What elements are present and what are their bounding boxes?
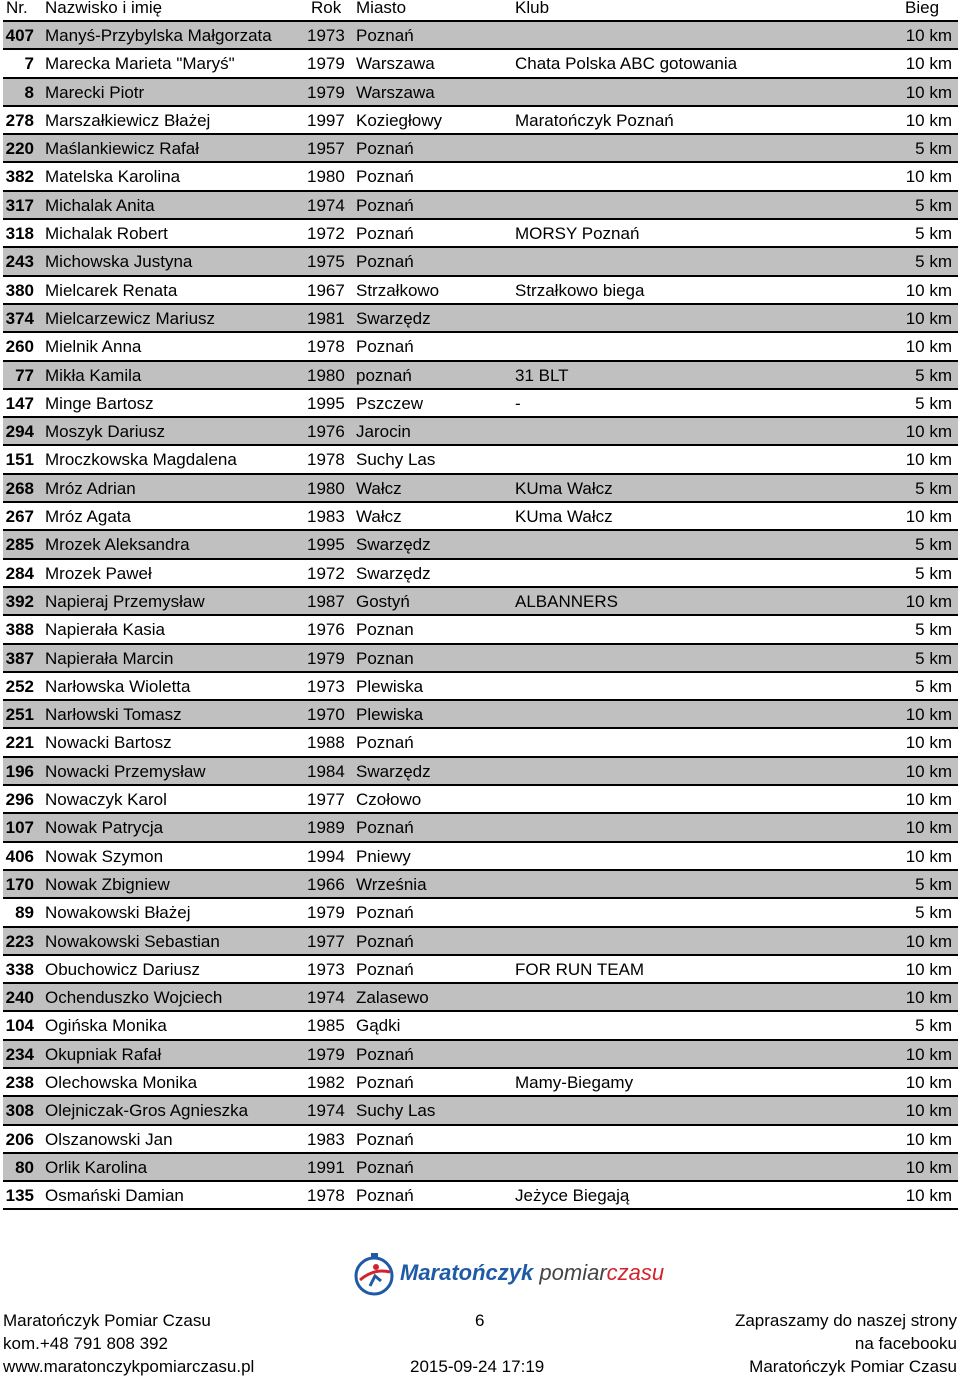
cell-name: Maślankiewicz Rafał: [45, 139, 199, 159]
footer-facebook: na facebooku: [854, 1334, 957, 1353]
cell-name: Narłowska Wioletta: [45, 676, 191, 696]
cell-nr: 284: [5, 563, 34, 583]
cell-nr: 380: [5, 280, 34, 300]
cell-city: Poznań: [356, 818, 414, 838]
cell-year: 1983: [307, 1129, 345, 1149]
table-row: [3, 814, 958, 842]
cell-city: Poznan: [356, 620, 414, 640]
cell-city: Poznań: [356, 337, 414, 357]
table-row: [3, 984, 958, 1012]
cell-nr: 317: [5, 195, 34, 215]
cell-year: 1988: [307, 733, 345, 753]
cell-city: Strzałkowo: [356, 280, 440, 300]
cell-year: 1966: [307, 874, 345, 894]
cell-run: 10 km: [905, 26, 952, 45]
runner-icon: [350, 1250, 400, 1300]
table-row: [3, 22, 958, 50]
cell-nr: 278: [5, 110, 34, 130]
table-row: [3, 475, 958, 503]
table-row: [3, 418, 958, 446]
cell-city: Swarzędz: [356, 308, 431, 328]
cell-year: 1979: [307, 82, 345, 102]
cell-name: Olechowska Monika: [45, 1072, 198, 1092]
cell-year: 1957: [307, 139, 345, 159]
cell-year: 1973: [307, 676, 345, 696]
cell-name: Mielcarzewicz Mariusz: [45, 308, 216, 328]
cell-city: Swarzędz: [356, 563, 431, 583]
footer-website: www.maratonczykpomiarczasu.pl: [3, 1357, 255, 1376]
cell-nr: 151: [5, 450, 34, 470]
table-row: [3, 899, 958, 927]
cell-nr: 223: [5, 931, 34, 951]
cell-name: Nowak Zbigniew: [45, 874, 170, 894]
table-row: [3, 107, 958, 135]
cell-city: Września: [356, 874, 427, 894]
table-row: [3, 446, 958, 474]
table-row: [3, 616, 958, 644]
table-row: [3, 163, 958, 191]
cell-nr: 252: [5, 676, 34, 696]
cell-run: 5 km: [915, 252, 952, 272]
cell-run: 10 km: [905, 1157, 952, 1177]
cell-city: Pniewy: [356, 846, 411, 866]
cell-name: Mroczkowska Magdalena: [45, 450, 237, 470]
cell-run: 10 km: [905, 1186, 952, 1206]
cell-run: 5 km: [915, 903, 952, 923]
header-name: Nazwisko i imię: [45, 0, 163, 17]
cell-nr: 251: [5, 705, 34, 725]
cell-club: Jeżyce Biegają: [515, 1186, 630, 1206]
table-row: [3, 135, 958, 163]
cell-city: Pszczew: [356, 393, 424, 413]
cell-name: Mróz Adrian: [45, 478, 136, 498]
cell-run: 5 km: [915, 365, 952, 385]
cell-nr: 382: [5, 167, 34, 187]
cell-year: 1981: [307, 308, 345, 328]
cell-year: 1987: [307, 591, 345, 611]
logo-text: [400, 1260, 664, 1286]
cell-run: 10 km: [905, 110, 952, 130]
cell-name: Okupniak Rafał: [45, 1044, 162, 1064]
cell-run: 10 km: [905, 761, 952, 781]
cell-run: 5 km: [915, 620, 952, 640]
cell-year: 1978: [307, 450, 345, 470]
cell-year: 1974: [307, 988, 345, 1008]
cell-nr: 80: [15, 1157, 34, 1177]
cell-city: Poznań: [356, 1072, 414, 1092]
cell-year: 1976: [307, 422, 345, 442]
cell-nr: 318: [5, 224, 34, 244]
cell-name: Nowaczyk Karol: [45, 790, 167, 810]
cell-name: Marecki Piotr: [45, 82, 145, 102]
table-row: [3, 1097, 958, 1125]
cell-year: 1995: [307, 393, 345, 413]
header-run: Bieg: [905, 0, 940, 17]
cell-name: Marszałkiewicz Błażej: [45, 110, 211, 130]
cell-city: Suchy Las: [356, 1101, 436, 1121]
cell-year: 1979: [307, 54, 345, 74]
table-row: [3, 192, 958, 220]
footer-invite: Zapraszamy do naszej strony: [734, 1311, 957, 1330]
cell-nr: 268: [5, 478, 34, 498]
cell-name: Marecka Marieta "Maryś": [45, 54, 235, 74]
cell-nr: 8: [24, 82, 34, 102]
logo-part3: czasu: [606, 1260, 665, 1285]
cell-name: Mróz Agata: [45, 507, 131, 527]
cell-name: Nowakowski Błażej: [45, 903, 191, 923]
cell-name: Olejniczak-Gros Agnieszka: [45, 1101, 249, 1121]
cell-city: Poznań: [356, 195, 414, 215]
cell-run: 10 km: [905, 931, 952, 951]
cell-year: 1977: [307, 931, 345, 951]
table-row: [3, 1154, 958, 1182]
cell-city: Plewiska: [356, 676, 424, 696]
logo-part1: Maratończyk: [400, 1260, 534, 1285]
table-row: [3, 248, 958, 276]
cell-nr: 77: [15, 365, 34, 385]
cell-year: 1970: [307, 705, 345, 725]
footer-company: Maratończyk Pomiar Czasu: [3, 1311, 211, 1330]
table-row: [3, 305, 958, 333]
table-row: [3, 1069, 958, 1097]
cell-city: Poznań: [356, 959, 414, 979]
cell-city: Swarzędz: [356, 761, 431, 781]
footer-phone: kom.+48 791 808 392: [3, 1334, 168, 1353]
cell-city: Wałcz: [356, 478, 402, 498]
cell-club: KUma Wałcz: [515, 507, 613, 527]
cell-nr: 240: [5, 988, 34, 1008]
results-table: [3, 22, 958, 1210]
cell-name: Michalak Anita: [45, 195, 155, 215]
table-row: [3, 956, 958, 984]
cell-nr: 387: [5, 648, 34, 668]
cell-run: 10 km: [905, 450, 952, 470]
table-row: [3, 928, 958, 956]
cell-name: Narłowski Tomasz: [45, 705, 182, 725]
cell-nr: 7: [24, 54, 34, 74]
cell-name: Mrozek Aleksandra: [45, 535, 190, 555]
cell-year: 1978: [307, 1186, 345, 1206]
cell-year: 1994: [307, 846, 345, 866]
cell-city: Poznań: [356, 139, 414, 159]
cell-nr: 220: [5, 139, 34, 159]
cell-city: Wałcz: [356, 507, 402, 527]
cell-name: Nowak Szymon: [45, 846, 164, 866]
cell-year: 1991: [307, 1157, 345, 1177]
cell-name: Nowacki Przemysław: [45, 761, 206, 781]
cell-name: Michowska Justyna: [45, 252, 193, 272]
cell-run: 5 km: [915, 676, 952, 696]
cell-year: 1985: [307, 1016, 345, 1036]
cell-run: 5 km: [915, 874, 952, 894]
cell-run: 10 km: [905, 790, 952, 810]
cell-run: 5 km: [915, 195, 952, 215]
cell-run: 10 km: [905, 733, 952, 753]
cell-year: 1979: [307, 648, 345, 668]
table-row: [3, 588, 958, 616]
cell-city: Poznań: [356, 1129, 414, 1149]
table-row: [3, 1041, 958, 1069]
cell-club: FOR RUN TEAM: [515, 959, 645, 979]
cell-run: 5 km: [915, 1016, 952, 1036]
cell-club: 31 BLT: [515, 365, 569, 385]
table-row: [3, 1182, 958, 1210]
cell-run: 10 km: [905, 507, 952, 527]
cell-name: Napierała Kasia: [45, 620, 166, 640]
cell-nr: 260: [5, 337, 34, 357]
cell-run: 10 km: [905, 422, 952, 442]
cell-nr: 338: [5, 959, 34, 979]
cell-name: Nowak Patrycja: [45, 818, 164, 838]
table-header: [0, 0, 960, 20]
cell-city: Poznań: [356, 167, 414, 187]
cell-run: 5 km: [915, 535, 952, 555]
cell-nr: 107: [5, 818, 34, 838]
cell-year: 1980: [307, 478, 345, 498]
cell-nr: 406: [5, 846, 34, 866]
cell-nr: 267: [5, 507, 34, 527]
table-row: [3, 758, 958, 786]
cell-run: 10 km: [905, 167, 952, 187]
cell-run: 10 km: [905, 591, 952, 611]
cell-nr: 147: [5, 393, 34, 413]
cell-nr: 238: [5, 1072, 34, 1092]
cell-city: Jarocin: [356, 422, 411, 442]
table-row: [3, 333, 958, 361]
cell-city: Poznań: [356, 931, 414, 951]
footer-page-number: 6: [475, 1311, 485, 1330]
cell-year: 1980: [307, 365, 345, 385]
cell-city: Poznań: [356, 1044, 414, 1064]
cell-year: 1972: [307, 563, 345, 583]
cell-name: Nowacki Bartosz: [45, 733, 172, 753]
cell-run: 5 km: [915, 478, 952, 498]
cell-name: Ogińska Monika: [45, 1016, 167, 1036]
cell-year: 1978: [307, 337, 345, 357]
table-row: [3, 729, 958, 757]
cell-run: 10 km: [905, 337, 952, 357]
cell-club: Strzałkowo biega: [515, 280, 645, 300]
table-row: [3, 531, 958, 559]
table-row: [3, 843, 958, 871]
cell-name: Mrozek Paweł: [45, 563, 152, 583]
header-city: Miasto: [356, 0, 407, 17]
cell-year: 1997: [307, 110, 345, 130]
cell-run: 10 km: [905, 280, 952, 300]
cell-club: ALBANNERS: [515, 591, 618, 611]
cell-city: Suchy Las: [356, 450, 436, 470]
cell-nr: 388: [5, 620, 34, 640]
cell-run: 10 km: [905, 308, 952, 328]
cell-run: 10 km: [905, 1044, 952, 1064]
cell-nr: 243: [5, 252, 34, 272]
cell-nr: 170: [5, 874, 34, 894]
cell-name: Obuchowicz Dariusz: [45, 959, 200, 979]
cell-city: Poznań: [356, 252, 414, 272]
footer-datetime: 2015-09-24 17:19: [410, 1357, 545, 1376]
cell-nr: 234: [5, 1044, 34, 1064]
cell-city: Warszawa: [356, 54, 435, 74]
cell-nr: 285: [5, 535, 34, 555]
cell-run: 5 km: [915, 648, 952, 668]
cell-name: Michalak Robert: [45, 224, 168, 244]
cell-run: 10 km: [905, 1129, 952, 1149]
cell-city: Poznań: [356, 26, 414, 45]
cell-year: 1982: [307, 1072, 345, 1092]
cell-club: Mamy-Biegamy: [515, 1072, 634, 1092]
cell-year: 1973: [307, 959, 345, 979]
cell-city: Czołowo: [356, 790, 422, 810]
cell-name: Matelska Karolina: [45, 167, 181, 187]
cell-year: 1989: [307, 818, 345, 838]
cell-run: 5 km: [915, 563, 952, 583]
cell-name: Ochenduszko Wojciech: [45, 988, 223, 1008]
table-row: [3, 645, 958, 673]
cell-year: 1979: [307, 903, 345, 923]
cell-year: 1973: [307, 26, 345, 45]
cell-year: 1980: [307, 167, 345, 187]
cell-nr: 392: [5, 591, 34, 611]
cell-run: 10 km: [905, 959, 952, 979]
cell-name: Manyś-Przybylska Małgorzata: [45, 26, 272, 45]
cell-city: Poznań: [356, 224, 414, 244]
cell-run: 10 km: [905, 818, 952, 838]
cell-name: Mielnik Anna: [45, 337, 142, 357]
cell-nr: 296: [5, 790, 34, 810]
cell-name: Mielcarek Renata: [45, 280, 178, 300]
cell-run: 10 km: [905, 846, 952, 866]
table-row: [3, 220, 958, 248]
cell-year: 1984: [307, 761, 345, 781]
cell-run: 5 km: [915, 224, 952, 244]
cell-run: 10 km: [905, 988, 952, 1008]
cell-year: 1979: [307, 1044, 345, 1064]
cell-nr: 89: [15, 903, 34, 923]
header-nr: Nr.: [6, 0, 28, 17]
cell-city: Koziegłowy: [356, 110, 442, 130]
cell-city: Poznan: [356, 648, 414, 668]
cell-nr: 374: [5, 308, 34, 328]
cell-city: Poznań: [356, 733, 414, 753]
cell-club: Maratończyk Poznań: [515, 110, 674, 130]
cell-nr: 196: [5, 761, 34, 781]
cell-run: 10 km: [905, 1072, 952, 1092]
logo-part2: pomiar: [533, 1260, 607, 1285]
cell-year: 1983: [307, 507, 345, 527]
table-row: [3, 560, 958, 588]
cell-name: Minge Bartosz: [45, 393, 154, 413]
cell-name: Napierała Marcin: [45, 648, 174, 668]
cell-name: Mikła Kamila: [45, 365, 142, 385]
cell-year: 1967: [307, 280, 345, 300]
logo: [350, 1250, 665, 1300]
cell-club: MORSY Poznań: [515, 224, 640, 244]
cell-year: 1976: [307, 620, 345, 640]
table-row: [3, 277, 958, 305]
table-row: [3, 503, 958, 531]
cell-name: Nowakowski Sebastian: [45, 931, 220, 951]
cell-city: poznań: [356, 365, 412, 385]
table-row: [3, 1126, 958, 1154]
cell-year: 1975: [307, 252, 345, 272]
cell-run: 5 km: [915, 139, 952, 159]
cell-run: 10 km: [905, 1101, 952, 1121]
cell-nr: 135: [5, 1186, 34, 1206]
cell-club: KUma Wałcz: [515, 478, 613, 498]
cell-city: Plewiska: [356, 705, 424, 725]
table-row: [3, 786, 958, 814]
cell-nr: 308: [5, 1101, 34, 1121]
cell-club: Chata Polska ABC gotowania: [515, 54, 738, 74]
table-row: [3, 871, 958, 899]
cell-nr: 407: [5, 26, 34, 45]
cell-nr: 206: [5, 1129, 34, 1149]
cell-city: Swarzędz: [356, 535, 431, 555]
cell-year: 1974: [307, 1101, 345, 1121]
cell-year: 1974: [307, 195, 345, 215]
cell-name: Napieraj Przemysław: [45, 591, 205, 611]
cell-nr: 294: [5, 422, 34, 442]
cell-year: 1977: [307, 790, 345, 810]
cell-year: 1972: [307, 224, 345, 244]
table-row: [3, 1012, 958, 1040]
cell-city: Poznań: [356, 903, 414, 923]
table-row: [3, 79, 958, 107]
footer-company-right: Maratończyk Pomiar Czasu: [749, 1357, 957, 1376]
cell-name: Osmański Damian: [45, 1186, 184, 1206]
header-club: Klub: [515, 0, 550, 17]
cell-run: 10 km: [905, 54, 952, 74]
cell-name: Moszyk Dariusz: [45, 422, 165, 442]
table-row: [3, 673, 958, 701]
header-year: Rok: [311, 0, 342, 17]
cell-club: -: [515, 393, 521, 413]
cell-city: Poznań: [356, 1186, 414, 1206]
cell-run: 10 km: [905, 705, 952, 725]
cell-name: Orlik Karolina: [45, 1157, 148, 1177]
cell-city: Gostyń: [356, 591, 410, 611]
cell-nr: 104: [5, 1016, 34, 1036]
cell-name: Olszanowski Jan: [45, 1129, 173, 1149]
cell-run: 5 km: [915, 393, 952, 413]
table-row: [3, 362, 958, 390]
cell-nr: 221: [5, 733, 34, 753]
table-row: [3, 50, 958, 78]
cell-city: Warszawa: [356, 82, 435, 102]
table-row: [3, 701, 958, 729]
cell-city: Poznań: [356, 1157, 414, 1177]
cell-year: 1995: [307, 535, 345, 555]
cell-city: Zalasewo: [356, 988, 429, 1008]
cell-city: Gądki: [356, 1016, 401, 1036]
cell-run: 10 km: [905, 82, 952, 102]
table-row: [3, 390, 958, 418]
